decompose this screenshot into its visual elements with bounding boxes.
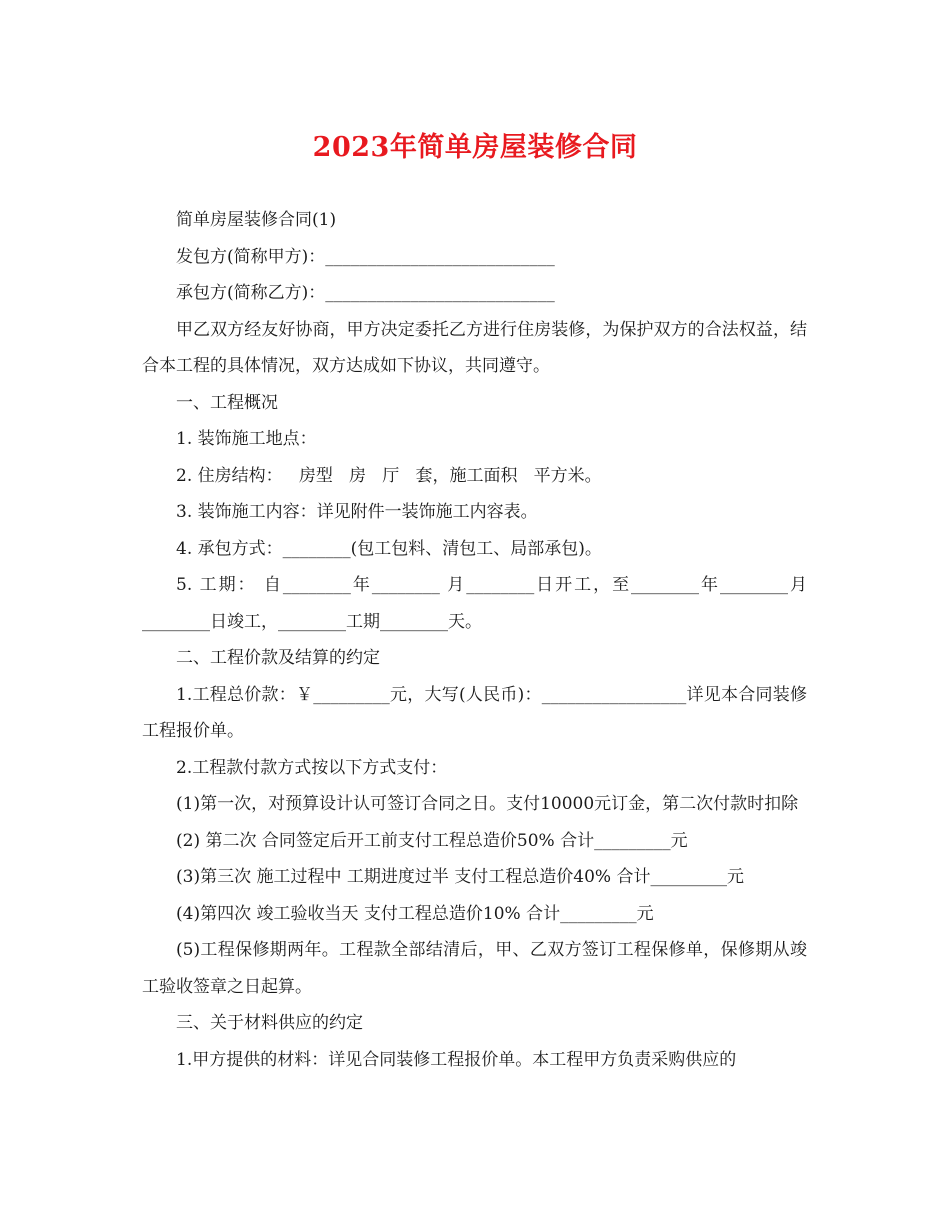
paragraph-payment-2: (2) 第二次 合同签定后开工前支付工程总造价50% 合计_________元: [176, 830, 688, 851]
paragraph-contract-heading: 简单房屋装修合同(1): [176, 210, 337, 230]
paragraph-item-schedule: 5. 工期： 自________年________ 月________日开工，至________年________月________日竣工，________工期________天。: [142, 575, 807, 632]
paragraph-party-b: 承包方(简称乙方)：___________________________: [176, 283, 555, 303]
contract-body: [142, 202, 807, 1078]
paragraph-item-structure: 2. 住房结构： 房型 房 厅 套，施工面积 平方米。: [176, 465, 602, 486]
paragraph-item-location: 1. 装饰施工地点：: [176, 429, 317, 449]
section-heading-project-overview: 一、工程概况: [176, 392, 278, 413]
paragraph-payment-1: (1)第一次，对预算设计认可签订合同之日。支付10000元订金，第二次付款时扣除: [176, 794, 799, 814]
section-heading-price-settlement: 二、工程价款及结算的约定: [176, 648, 380, 668]
paragraph-materials-party-a: 1.甲方提供的材料：详见合同装修工程报价单。本工程甲方负责采购供应的: [176, 1049, 737, 1070]
paragraph-party-a: 发包方(简称甲方)：___________________________: [176, 246, 555, 267]
paragraph-warranty: (5)工程保修期两年。工程款全部结清后，甲、乙双方签订工程保修单，保修期从竣工验收签章之日起算。: [142, 940, 807, 997]
paragraph-item-contract-mode: 4. 承包方式：________(包工包料、清包工、局部承包)。: [176, 538, 602, 559]
paragraph-payment-4: (4)第四次 竣工验收当天 支付工程总造价10% 合计_________元: [176, 903, 654, 924]
paragraph-payment-3: (3)第三次 施工过程中 工期进度过半 支付工程总造价40% 合计_________元: [176, 867, 744, 887]
paragraph-item-content: 3. 装饰施工内容：详见附件一装饰施工内容表。: [176, 502, 538, 522]
section-heading-material-supply: 三、关于材料供应的约定: [176, 1013, 363, 1033]
paragraph-payment-method: 2.工程款付款方式按以下方式支付：: [176, 757, 448, 778]
paragraph-preamble: 甲乙双方经友好协商，甲方决定委托乙方进行住房装修，为保护双方的合法权益，结合本工程的具体情况，双方达成如下协议，共同遵守。: [142, 319, 807, 376]
paragraph-total-price: 1.工程总价款：￥_________元，大写(人民币)：_________________详见本合同装修工程报价单。: [142, 684, 807, 741]
document-title: 2023年简单房屋装修合同: [312, 132, 638, 163]
